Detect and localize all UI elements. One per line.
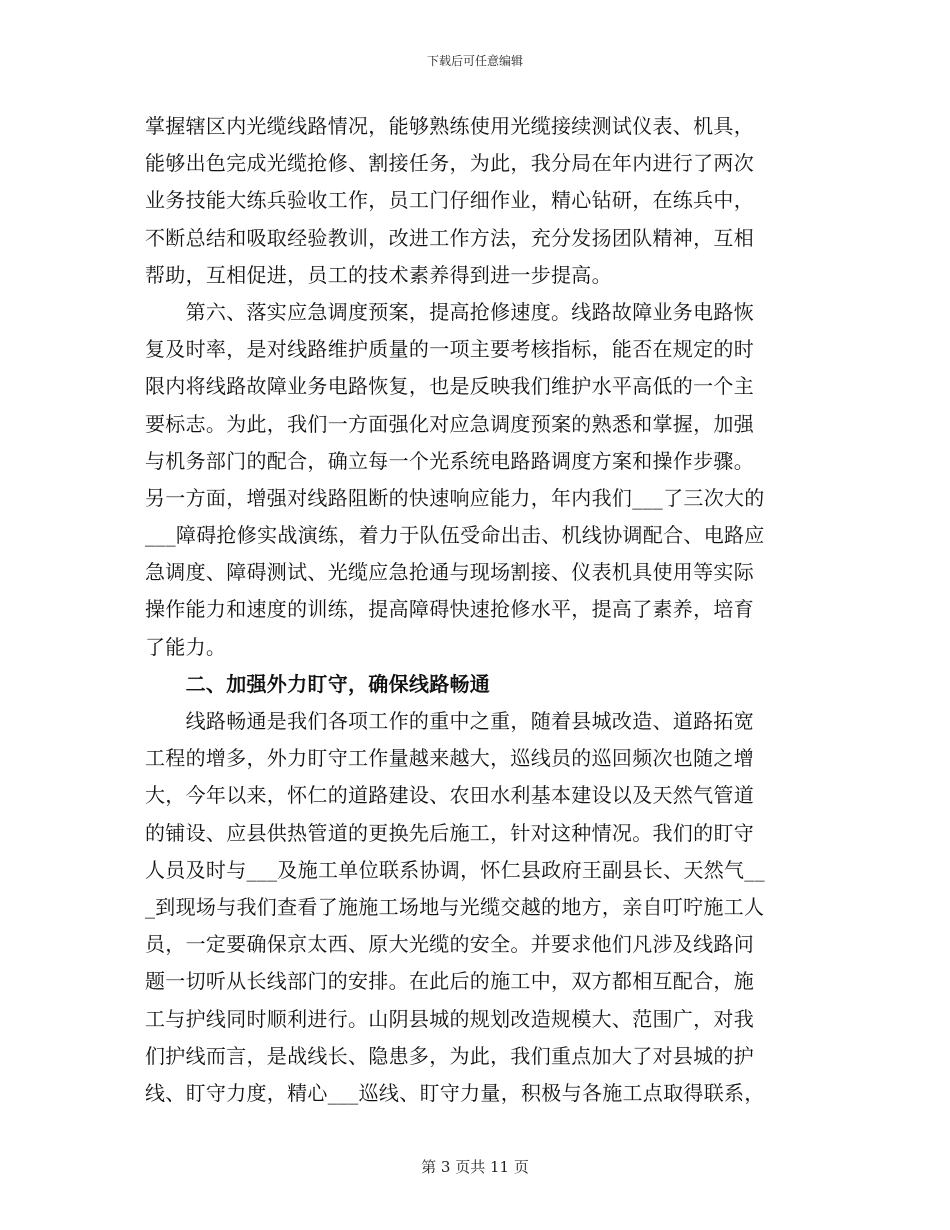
text-line: 大，今年以来，怀仁的道路建设、农田水利基本建设以及天然气管道 [145, 783, 754, 808]
text-line: ___障碍抢修实战演练，着力于队伍受命出击、机线协调配合、电路应 [145, 523, 765, 548]
text-line: 第六、落实应急调度预案，提高抢修速度。线路故障业务电路恢 [145, 299, 754, 324]
text-line: 了能力。 [145, 634, 227, 659]
text-line: 线路畅通是我们各项工作的重中之重，随着县城改造、道路拓宽 [145, 709, 754, 733]
page-number: 第 3 页共 11 页 [421, 1158, 529, 1176]
text-line: 复及时率，是对线路维护质量的一项主要考核指标，能否在规定的时 [145, 337, 754, 362]
text-line: 题一切听从长线部门的安排。在此后的施工中，双方都相互配合，施 [145, 969, 754, 994]
text-line: 的铺设、应县供热管道的更换先后施工，针对这种情况。我们的盯守 [145, 820, 754, 845]
text-line: 限内将线路故障业务电路恢复，也是反映我们维护水平高低的一个主 [145, 374, 754, 399]
page-header: 下载后可任意编辑 [426, 54, 523, 68]
text-line: 工与护线同时顺利进行。山阴县城的规划改造规模大、范围广，对我 [145, 1006, 754, 1031]
text-line: 工程的增多，外力盯守工作量越来越大，巡线员的巡回频次也随之增 [145, 746, 754, 771]
text-line: 线、盯守力度，精心___巡线、盯守力量，积极与各施工点取得联系， [145, 1080, 765, 1105]
text-line: 能够出色完成光缆抢修、割接任务，为此，我分局在年内进行了两次 [145, 151, 754, 176]
text-line: 员，一定要确保京太西、原大光缆的安全。并要求他们凡涉及线路问 [145, 932, 754, 957]
text-line: _到现场与我们查看了施施工场地与光缆交越的地方，亲自叮咛施工人 [145, 894, 765, 919]
text-line: 业务技能大练兵验收工作，员工门仔细作业，精心钻研，在练兵中， [145, 188, 754, 213]
text-line: 帮助，互相促进，员工的技术素养得到进一步提高。 [145, 262, 612, 287]
text-line: 掌握辖区内光缆线路情况，能够熟练使用光缆接续测试仪表、机具， [145, 114, 754, 138]
text-line: 们护线而言，是战线长、隐患多，为此，我们重点加大了对县城的护 [145, 1043, 754, 1068]
section-heading: 二、加强外力盯守，确保线路畅通 [145, 671, 491, 696]
document-body [145, 108, 805, 1112]
text-line: 人员及时与___及施工单位联系协调，怀仁县政府王副县长、天然气__ [145, 857, 765, 882]
text-line: 另一方面，增强对线路阻断的快速响应能力，年内我们___了三次大的 [145, 485, 765, 510]
text-line: 不断总结和吸取经验教训，改进工作方法，充分发扬团队精神，互相 [145, 225, 754, 250]
text-line: 急调度、障碍测试、光缆应急抢通与现场割接、仪表机具使用等实际 [145, 560, 754, 585]
text-line: 要标志。为此，我们一方面强化对应急调度预案的熟悉和掌握，加强 [145, 411, 754, 436]
text-line: 与机务部门的配合，确立每一个光系统电路路调度方案和操作步骤。 [145, 448, 754, 473]
text-line: 操作能力和速度的训练，提高障碍快速抢修水平，提高了素养，培育 [145, 597, 754, 622]
